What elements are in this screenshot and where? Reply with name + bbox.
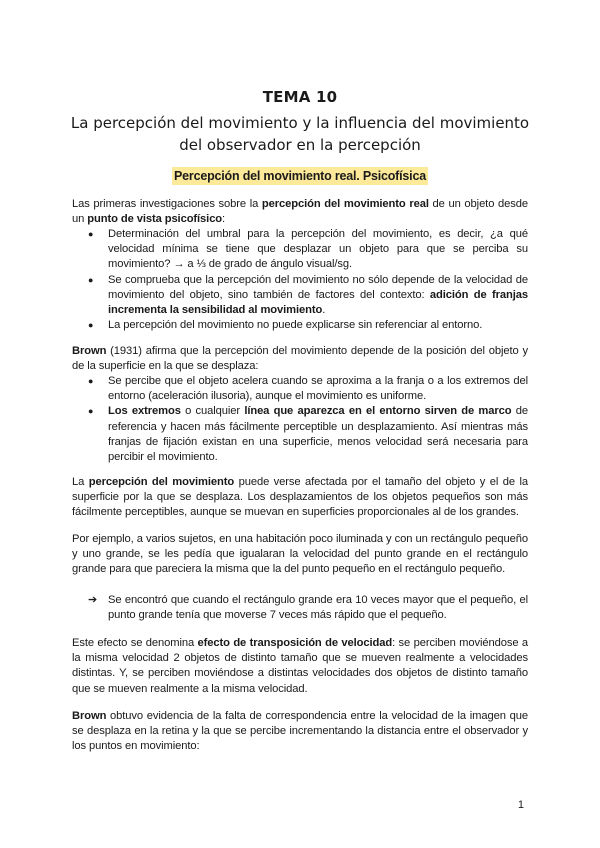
p5-text-2: : se perciben moviéndose a la misma velocidad 2 objetos de distinto tamaño que se mueven realmente a velocidades distintas. Y, se perciben moviéndose a distintas velocidades dos objetos de distinto tamaño que se mueven realmente a la misma velocidad.: [72, 637, 528, 695]
paragraph-brown-evidence: [72, 709, 528, 755]
p1-bold-1: percepción del movimiento real: [261, 198, 429, 210]
list1-item3-text: La percepción del movimiento no puede explicarse sin referenciar al entorno.: [108, 319, 483, 332]
list-item: [72, 273, 528, 319]
list2-item2-bold-1: Los extremos: [108, 405, 181, 418]
page-number: 1: [517, 799, 524, 811]
p1-bold-2: punto de vista psicofísico: [87, 213, 223, 226]
p5-text-1: Este efecto se denomina: [72, 637, 198, 649]
p1-text-3: :: [222, 213, 226, 226]
paragraph-object-size: [72, 475, 528, 521]
list3-item1-text: Se encontró que cuando el rectángulo grande era 10 veces mayor que el pequeño, el punto grande tenía que moverse 7 veces más rápido que el pequeño.: [108, 594, 528, 622]
arrow-list: [72, 593, 528, 623]
p3-text-1: La: [72, 476, 89, 488]
list1-item2-bold: adición de franjas incrementa la sensibilidad al movimiento: [108, 288, 528, 317]
bullet-icon: ●: [88, 376, 94, 386]
bullet-icon: ●: [88, 320, 94, 331]
page-title: TEMA 10: [262, 88, 338, 106]
list-item: [72, 374, 528, 404]
p1-text-2: de un objeto desde un: [72, 198, 528, 226]
list2-item2-bold-2: línea que aparezca en el entorno sirven de marco: [244, 405, 512, 418]
list-item: [72, 404, 528, 465]
list-item: [72, 227, 528, 273]
p6-bold-brown: Brown: [72, 710, 107, 722]
paragraph-example: Por ejemplo, a varios sujetos, en una habitación poco iluminada y con un rectángulo pequeño y uno grande, se les pedía que igualaran la velocidad del punto grande en el rectángulo grande para que pareciera la misma que la del punto pequeño en el rectángulo pequeño.: [72, 533, 528, 576]
section-heading: Percepción del movimiento real. Psicofísica: [174, 169, 426, 183]
paragraph-intro: [72, 197, 528, 227]
p6-text: obtuvo evidencia de la falta de correspondencia entre la velocidad de la imagen que se desplaza en la retina y la que se percibe incrementando la distancia entre el observador y los puntos en movimiento:: [72, 710, 528, 753]
p2-bold-brown: Brown: [72, 345, 107, 357]
bullet-icon: ●: [88, 229, 94, 239]
page-subtitle: La percepción del movimiento y la influencia del movimiento del observador en la percepción: [70, 114, 530, 154]
p2-text: (1931) afirma que la percepción del movimiento depende de la posición del objeto y de la superficie en la que se desplaza:: [72, 345, 528, 373]
p5-bold: efecto de transposición de velocidad: [197, 637, 393, 649]
bullet-list-1: [72, 227, 528, 333]
list2-item2-text-1: o cualquier: [180, 405, 245, 418]
list-item: [72, 318, 528, 333]
p1-text-1: Las primeras investigaciones sobre la: [72, 198, 262, 210]
paragraph-transposition-effect: [72, 636, 528, 697]
bullet-icon: ●: [88, 406, 94, 417]
list1-item2-end: .: [322, 304, 326, 317]
p3-bold: percepción del movimiento: [88, 476, 235, 488]
section-heading-wrapper: [0, 167, 600, 185]
paragraph-brown-1931: [72, 344, 528, 374]
list2-item2-text-2: de referencia y hacen más fácilmente perceptible un desplazamiento. Así mientras más franjas de fijación existan en una superficie, menos velocidad será necesaria para percibir el movimiento.: [108, 405, 528, 464]
list1-item2-text: Se comprueba que la percepción del movimiento no sólo depende de la velocidad de movimiento del objeto, sino también de factores del contexto:: [108, 273, 528, 301]
bullet-list-2: [72, 374, 528, 465]
list1-item1-text: Determinación del umbral para la percepción del movimiento, es decir, ¿a qué velocidad mínima se tiene que desplazar un objeto para que se perciba su movimiento? → a ⅓ de grado de ángulo visual/sg.: [108, 228, 528, 271]
list2-item1-text: Se percibe que el objeto acelera cuando se aproxima a la franja o a los extremos del entorno (aceleración ilusoria), aunque el movimiento es uniforme.: [108, 375, 528, 403]
list-item: [72, 593, 528, 623]
bullet-icon: ●: [88, 274, 94, 285]
arrow-right-icon: ➔: [88, 594, 98, 606]
p3-text-2: puede verse afectada por el tamaño del objeto y el de la superficie por la que se desplaza. Los desplazamientos de los objetos pequeños son más fácilmente perceptibles, aunque se muevan en superficies proporcionales al de los grandes.: [72, 476, 528, 519]
